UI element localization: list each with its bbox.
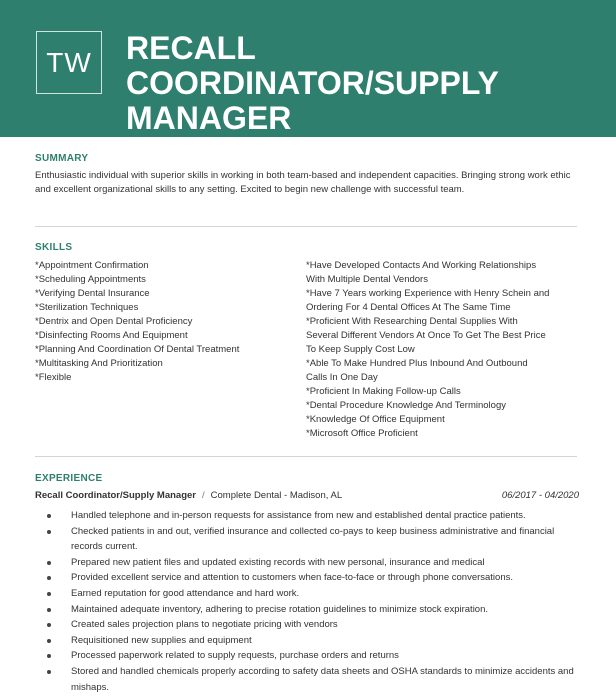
skill-item: *Sterilization Techniques <box>35 302 139 313</box>
skill-item: *Proficient In Making Follow-up Calls <box>306 386 461 397</box>
skills-right-column <box>306 259 549 441</box>
job-responsibilities <box>45 508 580 695</box>
summary-heading: SUMMARY <box>35 153 89 164</box>
section-divider <box>35 226 577 227</box>
skill-item: *Able To Make Hundred Plus Inbound And Outbound <box>306 358 528 369</box>
skill-item: Calls In One Day <box>306 372 378 383</box>
skill-item: Several Different Vendors At Once To Get The Best Price <box>306 330 546 341</box>
skill-item: *Dentrix and Open Dental Proficiency <box>35 316 193 327</box>
skills-left-column <box>35 259 239 385</box>
list-item: Prepared new patient files and updated existing records with new personal, insurance and medical <box>45 555 580 571</box>
skill-item: *Planning And Coordination Of Dental Treatment <box>35 344 240 355</box>
job-company: Complete Dental - Madison, AL <box>210 490 343 501</box>
skill-item: *Appointment Confirmation <box>35 260 149 271</box>
skill-item: *Scheduling Appointments <box>35 274 146 285</box>
list-item: Created sales projection plans to negotiate pricing with vendors <box>45 617 580 633</box>
list-item: Stored and handled chemicals properly according to safety data sheets and OSHA standards to minimize accidents and mishaps. <box>45 664 580 695</box>
list-item: Handled telephone and in-person requests for assistance from new and established dental practice patients. <box>45 508 580 524</box>
skill-item: *Flexible <box>35 372 72 383</box>
name-line: MANAGER <box>126 100 292 136</box>
skill-item: *Have Developed Contacts And Working Relationships <box>306 260 537 271</box>
skill-item: *Have 7 Years working Experience with Henry Schein and <box>306 288 550 299</box>
section-divider <box>35 456 577 457</box>
skill-item: *Disinfecting Rooms And Equipment <box>35 330 188 341</box>
job-separator: / <box>202 490 205 501</box>
list-item: Processed paperwork related to supply requests, purchase orders and returns <box>45 648 580 664</box>
skills-heading: SKILLS <box>35 242 73 253</box>
candidate-job-title <box>126 31 596 136</box>
skill-item: Ordering For 4 Dental Offices At The Same Time <box>306 302 511 313</box>
skill-item: To Keep Supply Cost Low <box>306 344 415 355</box>
skill-item: With Multiple Dental Vendors <box>306 274 428 285</box>
skill-item: *Microsoft Office Proficient <box>306 428 418 439</box>
list-item: Earned reputation for good attendance and hard work. <box>45 586 580 602</box>
resume-header <box>0 0 616 137</box>
job-header <box>35 490 579 502</box>
skill-item: *Knowledge Of Office Equipment <box>306 414 445 425</box>
initials-badge: TW <box>36 31 102 94</box>
experience-heading: EXPERIENCE <box>35 473 103 484</box>
job-title: Recall Coordinator/Supply Manager <box>35 490 196 501</box>
name-line: RECALL <box>126 30 256 66</box>
skill-item: *Multitasking And Prioritization <box>35 358 163 369</box>
skill-item: *Dental Procedure Knowledge And Terminology <box>306 400 506 411</box>
job-dates: 06/2017 - 04/2020 <box>501 490 579 501</box>
skill-item: *Proficient With Researching Dental Supplies With <box>306 316 518 327</box>
skill-item: *Verifying Dental Insurance <box>35 288 150 299</box>
name-line: COORDINATOR/SUPPLY <box>126 65 499 101</box>
summary-text: Enthusiastic individual with superior skills in working in both team-based and independent capacities. Bringing strong work ethic and excellent organizational skills to any setting. Excited to begin new challenge with successful team. <box>35 170 571 195</box>
list-item: Requisitioned new supplies and equipment <box>45 633 580 649</box>
list-item: Maintained adequate inventory, adhering to precise rotation guidelines to minimize stock expiration. <box>45 602 580 618</box>
list-item: Checked patients in and out, verified insurance and collected co-pays to keep business administrative and financial records current. <box>45 524 580 555</box>
list-item: Provided excellent service and attention to customers when face-to-face or through phone conversations. <box>45 570 580 586</box>
